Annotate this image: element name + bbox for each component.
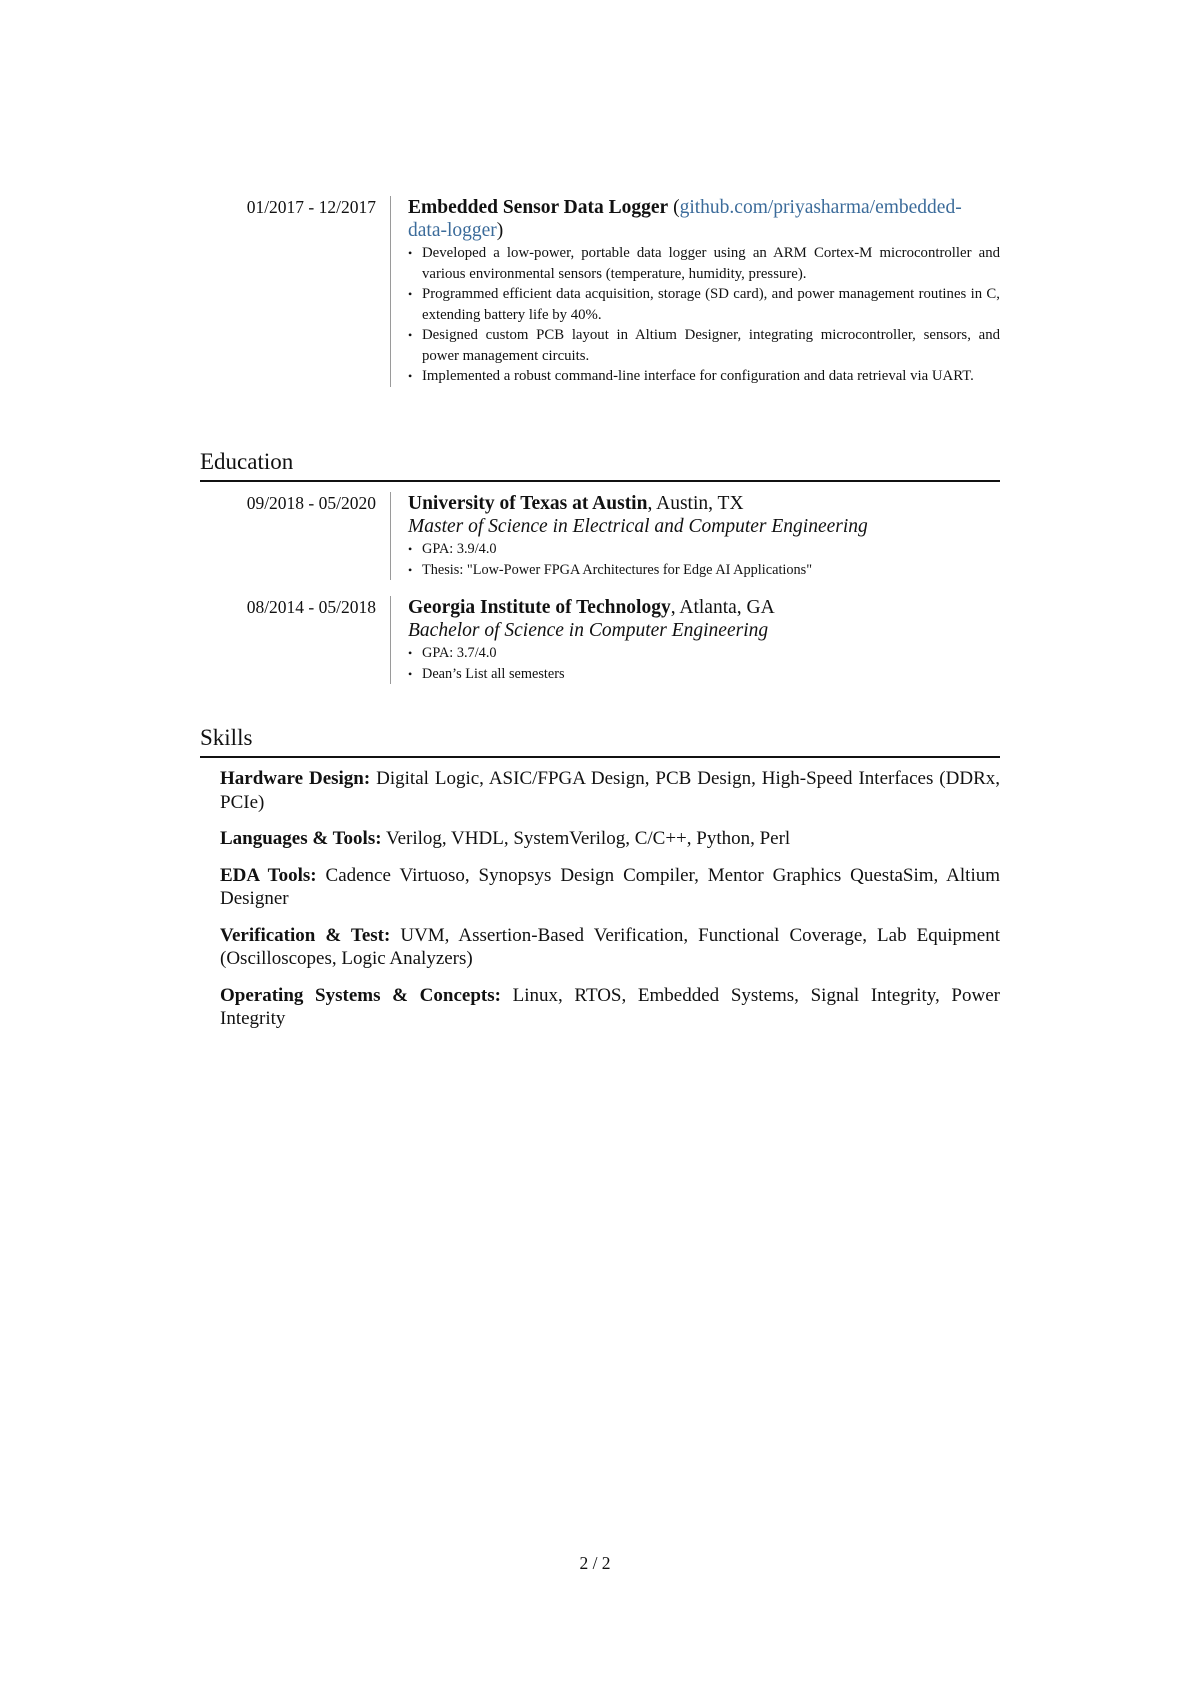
education-bullet: • GPA: 3.9/4.0 xyxy=(408,539,1000,560)
skill-item xyxy=(220,864,1000,911)
skills-heading: Skills xyxy=(200,725,253,750)
education-rule xyxy=(200,480,1000,482)
education-date: 09/2018 - 05/2020 xyxy=(246,493,376,513)
education-header xyxy=(408,492,1000,515)
school-name: Georgia Institute of Technology xyxy=(408,597,671,618)
degree: Master of Science in Electrical and Computer Engineering xyxy=(408,516,868,537)
project-bullets xyxy=(408,243,1000,387)
project-bullet: • Programmed efficient data acquisition, storage (SD card), and power management routines in C, extending battery life by 40%. xyxy=(408,284,1000,325)
page-number: 2 / 2 xyxy=(579,1553,611,1573)
project-link-close: ) xyxy=(496,220,504,241)
project-bullet: • Designed custom PCB layout in Altium Designer, integrating microcontroller, sensors, and power management circuits. xyxy=(408,325,1000,366)
project-title: Embedded Sensor Data Logger xyxy=(408,197,669,218)
education-date: 08/2014 - 05/2018 xyxy=(246,597,376,617)
skill-item xyxy=(220,984,1000,1031)
skill-item xyxy=(220,767,1000,814)
project-link[interactable]: github.com/priyasharma/embedded-data-logger xyxy=(408,197,962,241)
skills-rule xyxy=(200,756,1000,758)
school-location: , Austin, TX xyxy=(647,493,744,514)
skill-label: Operating Systems & Concepts: xyxy=(220,984,501,1006)
degree: Bachelor of Science in Computer Engineering xyxy=(408,620,769,641)
skill-item xyxy=(220,827,1000,851)
skill-label: EDA Tools: xyxy=(220,864,317,886)
education-bullets xyxy=(408,539,1000,580)
education-header xyxy=(408,596,1000,619)
skill-value: UVM, Assertion-Based Verification, Functional Coverage, Lab Equipment (Oscilloscopes, Logic Analyzers) xyxy=(220,924,1001,969)
skill-label: Languages & Tools: xyxy=(220,828,382,849)
project-date: 01/2017 - 12/2017 xyxy=(246,197,376,217)
skill-value: Digital Logic, ASIC/FPGA Design, PCB Design, High-Speed Interfaces (DDRx, PCIe) xyxy=(220,768,1001,813)
education-heading: Education xyxy=(200,449,294,474)
project-header xyxy=(408,196,1000,242)
skills-list xyxy=(220,767,1000,1044)
school-name: University of Texas at Austin xyxy=(408,493,648,514)
education-bullets xyxy=(408,643,1000,684)
project-link-open: ( xyxy=(668,197,680,218)
skill-value: Cadence Virtuoso, Synopsys Design Compiler, Mentor Graphics QuestaSim, Altium Designer xyxy=(220,864,1001,909)
skill-value: Linux, RTOS, Embedded Systems, Signal Integrity, Power Integrity xyxy=(220,984,1000,1029)
school-location: , Atlanta, GA xyxy=(670,597,775,618)
project-body xyxy=(390,196,1000,387)
education-bullet: • Thesis: "Low-Power FPGA Architectures for Edge AI Applications" xyxy=(408,560,1000,581)
skill-label: Verification & Test: xyxy=(220,924,391,946)
skill-label: Hardware Design: xyxy=(220,768,371,789)
skill-item xyxy=(220,924,1000,971)
education-bullet: • Dean’s List all semesters xyxy=(408,664,1000,685)
project-bullet: • Developed a low-power, portable data logger using an ARM Cortex-M microcontroller and various environmental sensors (temperature, humidity, pressure). xyxy=(408,243,1000,284)
project-bullet: • Implemented a robust command-line interface for configuration and data retrieval via UART. xyxy=(408,366,1000,387)
education-body xyxy=(390,596,1000,684)
education-bullet: • GPA: 3.7/4.0 xyxy=(408,643,1000,664)
education-body xyxy=(390,492,1000,580)
skill-value: Verilog, VHDL, SystemVerilog, C/C++, Python, Perl xyxy=(381,828,791,849)
